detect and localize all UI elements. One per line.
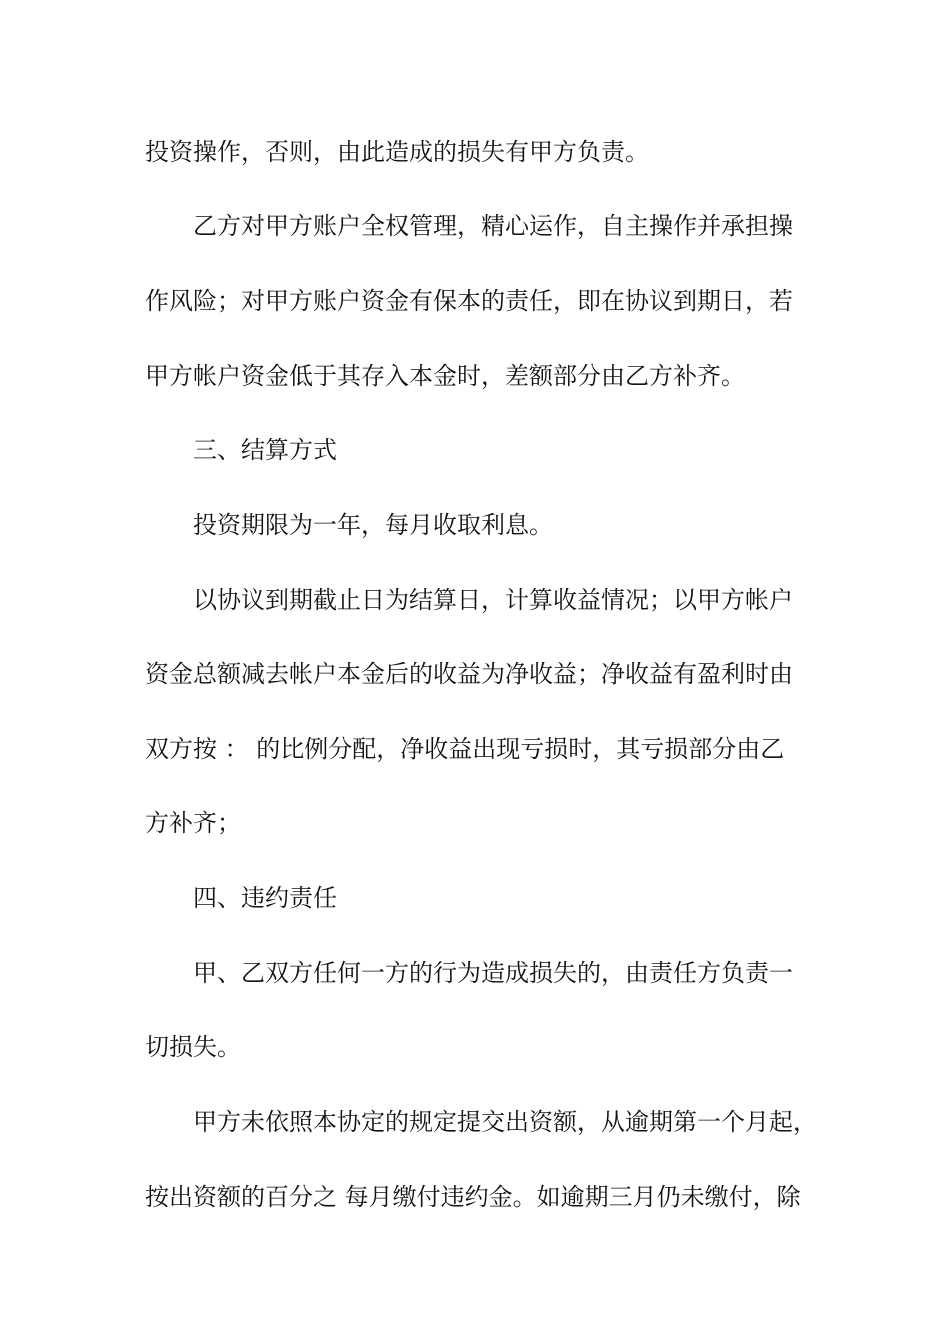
- paragraph-line: 乙方对甲方账户全权管理，精心运作，自主操作并承担操: [193, 212, 793, 240]
- section-heading-settlement: 三、结算方式: [193, 436, 337, 464]
- paragraph-line: 切损失。: [145, 1033, 241, 1061]
- paragraph-line: 资金总额减去帐户本金后的收益为净收益；净收益有盈利时由: [145, 660, 793, 688]
- paragraph-line: 甲、乙双方任何一方的行为造成损失的，由责任方负责一: [193, 959, 793, 987]
- paragraph-line: 投资期限为一年，每月收取利息。: [193, 511, 553, 539]
- paragraph-line: 以协议到期截止日为结算日，计算收益情况；以甲方帐户: [193, 586, 793, 614]
- paragraph-line: 双方按 ： 的比例分配，净收益出现亏损时，其亏损部分由乙: [145, 735, 785, 763]
- paragraph-line: 甲方未依照本协定的规定提交出资额，从逾期第一个月起，: [193, 1108, 817, 1136]
- paragraph-line: 甲方帐户资金低于其存入本金时，差额部分由乙方补齐。: [145, 362, 745, 390]
- paragraph-line: 按出资额的百分之 每月缴付违约金。如逾期三月仍未缴付，除: [145, 1183, 801, 1211]
- paragraph-line: 方补齐；: [145, 809, 241, 837]
- paragraph-line: 投资操作，否则，由此造成的损失有甲方负责。: [145, 138, 649, 166]
- section-heading-breach: 四、违约责任: [193, 884, 337, 912]
- paragraph-line: 作风险；对甲方账户资金有保本的责任，即在协议到期日，若: [145, 287, 793, 315]
